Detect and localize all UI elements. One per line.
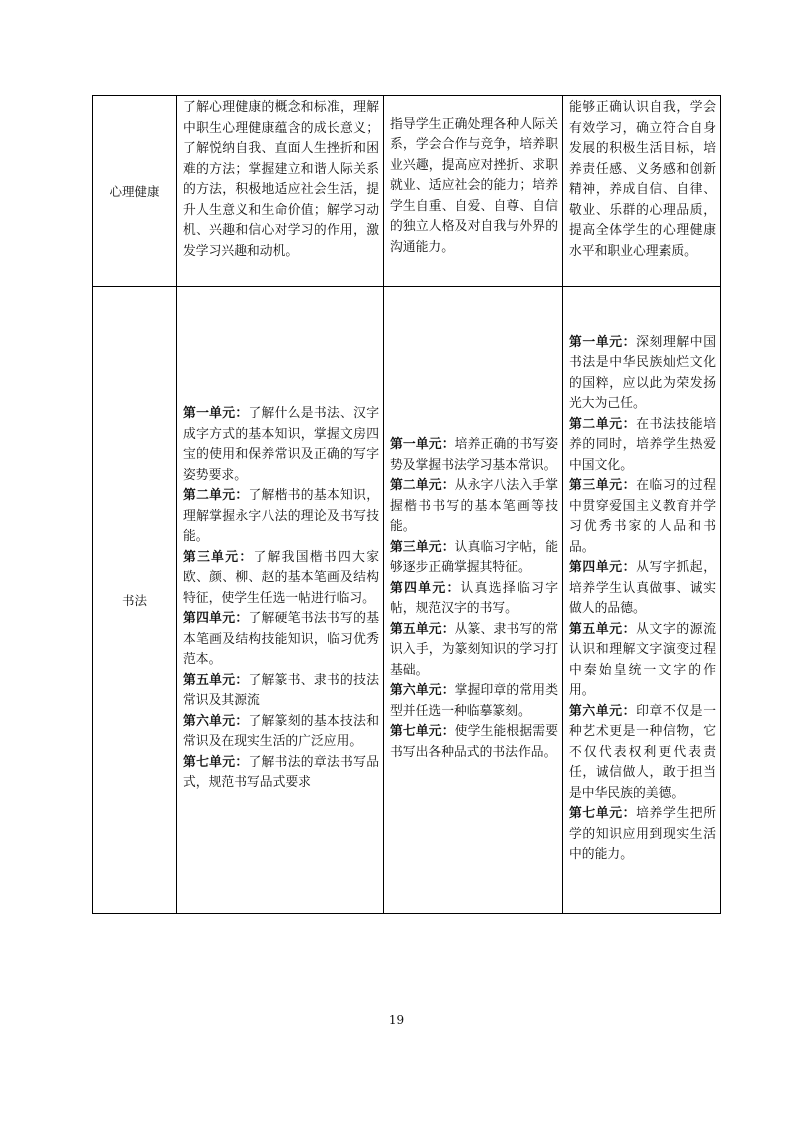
unit-label: 第四单元： (390, 580, 461, 596)
unit-text: 从永字八法入手掌握楷书书写的基本笔画等技能。 (390, 478, 559, 534)
unit-item (183, 712, 379, 753)
unit-text: 认真选择临习字帖，规范汉字的书写。 (390, 580, 558, 616)
unit-item (569, 558, 716, 620)
unit-label: 第七单元： (569, 806, 637, 821)
unit-label: 第七单元： (183, 754, 249, 770)
unit-text: 了解什么是书法、汉字成字方式的基本知识，掌握文房四宝的使用和保养常识及正确的写字姿势要求。 (183, 406, 380, 483)
knowledge-goals-cell (177, 96, 384, 287)
unit-text: 了解我国楷书四大家欧、颜、柳、赵的基本笔画及结构特征，使学生任选一帖进行临习。 (183, 549, 380, 606)
unit-text: 从文字的源流认识和理解文字演变过程中秦始皇统一文字的作用。 (569, 621, 717, 698)
unit-item (569, 476, 716, 558)
unit-item (569, 415, 716, 477)
quality-goals-text: 能够正确认识自我，学会有效学习，确立符合自身发展的积极生活目标，培养责任感、义务感和创新精神，养成自信、自律、敬业、乐群的心理品质，提高全体学生的心理健康水平和职业心理素质。 (569, 100, 716, 259)
table-row-shufa (93, 287, 721, 914)
unit-item (569, 333, 716, 415)
course-name-cell (93, 287, 177, 914)
unit-item (183, 609, 379, 671)
unit-label: 第二单元： (569, 416, 637, 432)
unit-text: 从写字抓起，培养学生认真做事、诚实做人的品德。 (569, 560, 717, 616)
course-name: 心理健康 (109, 184, 160, 199)
unit-item (390, 476, 558, 538)
unit-item (390, 722, 558, 763)
unit-item (183, 548, 379, 610)
course-name: 书法 (121, 593, 147, 608)
unit-item (183, 486, 379, 548)
unit-label: 第三单元： (390, 539, 455, 555)
unit-label: 第七单元： (390, 724, 455, 739)
unit-text: 了解楷书的基本知识，理解掌握永字八法的理论及书写技能。 (183, 488, 380, 545)
unit-item (390, 435, 558, 476)
curriculum-table-container (92, 95, 716, 914)
unit-label: 第一单元： (390, 437, 455, 452)
course-name-cell (93, 96, 177, 287)
unit-item (390, 620, 558, 682)
unit-label: 第三单元： (183, 549, 254, 565)
unit-label: 第五单元： (569, 621, 637, 637)
quality-goals-cell (563, 96, 721, 287)
knowledge-units-list (177, 402, 383, 798)
unit-item (569, 702, 716, 805)
quality-units-list (563, 331, 720, 870)
unit-text: 了解篆刻的基本技法和常识及在现实生活的广泛应用。 (183, 713, 380, 750)
quality-goals-cell (563, 287, 721, 914)
unit-label: 第二单元： (390, 478, 455, 493)
unit-text: 培养正确的书写姿势及掌握书法学习基本常识。 (390, 437, 559, 473)
unit-text: 培养学生把所学的知识应用到现实生活中的能力。 (569, 806, 717, 862)
unit-item (390, 681, 558, 722)
unit-text: 了解硬笔书法书写的基本笔画及结构技能知识，临习优秀范本。 (183, 611, 380, 668)
curriculum-table (92, 95, 721, 914)
unit-label: 第一单元： (569, 334, 637, 350)
ability-goals-cell (384, 96, 563, 287)
unit-label: 第六单元： (183, 713, 249, 729)
unit-item (183, 671, 379, 712)
unit-label: 第五单元： (183, 672, 249, 688)
unit-label: 第四单元： (183, 611, 249, 627)
unit-text: 印章不仅是一种艺术更是一种信物，它不仅代表权利更代表责任，诚信做人，敢于担当是中华民族的美德。 (569, 703, 717, 801)
unit-label: 第二单元： (183, 488, 249, 504)
unit-item (569, 804, 716, 866)
knowledge-goals-text: 了解心理健康的概念和标准，理解中职生心理健康蕴含的成长意义；了解悦纳自我、直面人生挫折和困难的方法；掌握建立和谐人际关系的方法，积极地适应社会生活，提升人生意义和生命价值；解学习动机、兴趣和信心对学习的作用，激发学习兴趣和动机。 (183, 100, 379, 259)
unit-label: 第六单元： (390, 683, 455, 698)
unit-item (183, 753, 379, 794)
unit-item (183, 404, 379, 486)
unit-label: 第四单元： (569, 560, 637, 575)
unit-text: 认真临习字帖，能够逐步正确掌握其特征。 (390, 539, 559, 575)
unit-text: 从篆、隶书写的常识入手，为篆刻知识的学习打基础。 (390, 621, 559, 678)
ability-units-list (384, 433, 562, 767)
unit-item (390, 579, 558, 620)
unit-item (390, 538, 558, 579)
knowledge-goals-cell (177, 287, 384, 914)
unit-label: 第六单元： (569, 703, 637, 719)
unit-text: 了解书法的章法书写品式，规范书写品式要求 (183, 754, 380, 791)
unit-label: 第一单元： (183, 406, 249, 422)
unit-text: 在书法技能培养的同时，培养学生热爱中国文化。 (569, 416, 717, 473)
unit-text: 在临习的过程中贯穿爱国主义教育并学习优秀书家的人品和书品。 (569, 478, 717, 555)
unit-label: 第三单元： (569, 478, 637, 493)
ability-goals-cell (384, 287, 563, 914)
unit-text: 使学生能根据需要书写出各种品式的书法作品。 (390, 724, 559, 760)
page-number: 19 (388, 1013, 405, 1027)
unit-text: 深刻理解中国书法是中华民族灿烂文化的国粹，应以此为荣发扬光大为己任。 (569, 334, 717, 411)
table-row-xinli (93, 96, 721, 287)
unit-item (569, 620, 716, 702)
ability-goals-text: 指导学生正确处理各种人际关系，学会合作与竞争，培养职业兴趣，提高应对挫折、求职就业、适应社会的能力；培养学生自重、自爱、自尊、自信的独立人格及对自我与外界的沟通能力。 (390, 116, 558, 255)
unit-label: 第五单元： (390, 621, 455, 637)
unit-text: 掌握印章的常用类型并任选一种临摹篆刻。 (390, 683, 559, 719)
unit-text: 了解篆书、隶书的技法常识及其源流 (183, 672, 380, 709)
